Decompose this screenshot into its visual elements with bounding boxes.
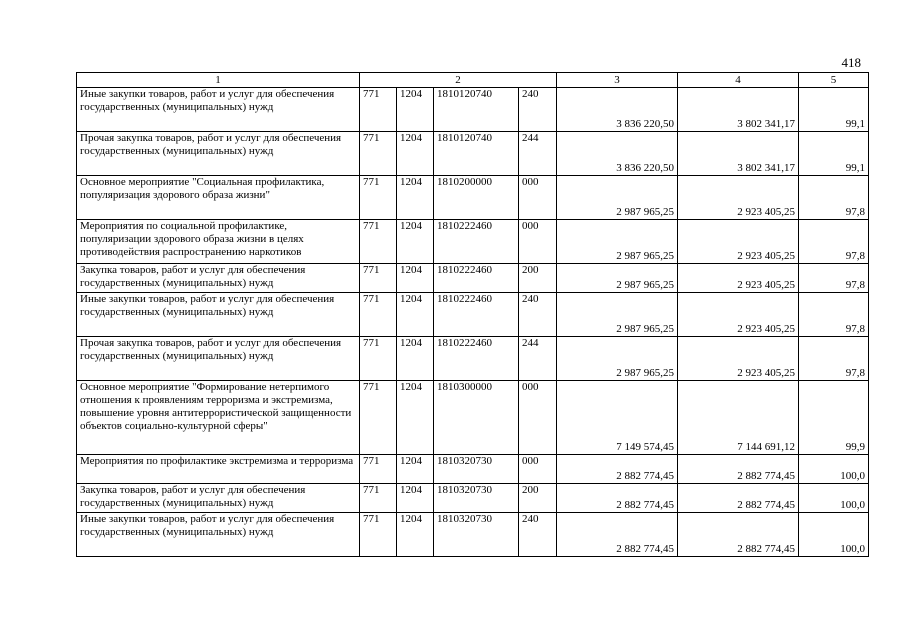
header-col-1: 1 xyxy=(77,73,360,88)
row-percent: 99,1 xyxy=(799,132,869,176)
row-target-code: 1810120740 xyxy=(434,132,519,176)
row-admin-code: 771 xyxy=(360,337,397,381)
row-planned: 2 987 965,25 xyxy=(557,293,678,337)
row-target-code: 1810320730 xyxy=(434,455,519,484)
row-section-code: 1204 xyxy=(397,337,434,381)
row-percent: 97,8 xyxy=(799,337,869,381)
header-col-2: 2 xyxy=(360,73,557,88)
row-admin-code: 771 xyxy=(360,88,397,132)
row-target-code: 1810120740 xyxy=(434,88,519,132)
row-admin-code: 771 xyxy=(360,484,397,513)
row-name: Прочая закупка товаров, работ и услуг для обеспечения государственных (муниципальных) нужд xyxy=(77,337,360,381)
row-actual: 2 923 405,25 xyxy=(678,220,799,264)
row-name: Основное мероприятие "Социальная профилактика, популяризация здорового образа жизни" xyxy=(77,176,360,220)
row-planned: 2 987 965,25 xyxy=(557,220,678,264)
row-section-code: 1204 xyxy=(397,455,434,484)
row-name: Основное мероприятие "Формирование нетерпимого отношения к проявлениям терроризма и экстремизма, повышение уровня антитеррористической защищенности объектов социально-культурной сферы" xyxy=(77,381,360,455)
row-section-code: 1204 xyxy=(397,264,434,293)
row-target-code: 1810222460 xyxy=(434,337,519,381)
row-planned: 2 882 774,45 xyxy=(557,484,678,513)
row-section-code: 1204 xyxy=(397,381,434,455)
row-expense-type: 000 xyxy=(519,220,557,264)
row-expense-type: 000 xyxy=(519,381,557,455)
row-expense-type: 240 xyxy=(519,513,557,557)
table-row xyxy=(77,176,869,220)
row-percent: 99,1 xyxy=(799,88,869,132)
row-actual: 2 882 774,45 xyxy=(678,455,799,484)
row-name: Иные закупки товаров, работ и услуг для обеспечения государственных (муниципальных) нужд xyxy=(77,88,360,132)
row-name: Прочая закупка товаров, работ и услуг для обеспечения государственных (муниципальных) нужд xyxy=(77,132,360,176)
row-planned: 3 836 220,50 xyxy=(557,88,678,132)
row-target-code: 1810222460 xyxy=(434,293,519,337)
table-header-row xyxy=(77,73,869,88)
header-col-3: 3 xyxy=(557,73,678,88)
row-planned: 2 882 774,45 xyxy=(557,455,678,484)
table-row xyxy=(77,132,869,176)
row-actual: 2 923 405,25 xyxy=(678,264,799,293)
row-expense-type: 240 xyxy=(519,293,557,337)
row-actual: 2 923 405,25 xyxy=(678,293,799,337)
row-section-code: 1204 xyxy=(397,176,434,220)
row-actual: 3 802 341,17 xyxy=(678,88,799,132)
row-section-code: 1204 xyxy=(397,132,434,176)
row-target-code: 1810320730 xyxy=(434,513,519,557)
row-target-code: 1810200000 xyxy=(434,176,519,220)
row-section-code: 1204 xyxy=(397,220,434,264)
row-admin-code: 771 xyxy=(360,264,397,293)
row-expense-type: 000 xyxy=(519,176,557,220)
row-expense-type: 200 xyxy=(519,264,557,293)
row-target-code: 1810222460 xyxy=(434,220,519,264)
row-name: Иные закупки товаров, работ и услуг для обеспечения государственных (муниципальных) нужд xyxy=(77,513,360,557)
row-percent: 99,9 xyxy=(799,381,869,455)
row-planned: 3 836 220,50 xyxy=(557,132,678,176)
row-section-code: 1204 xyxy=(397,484,434,513)
row-actual: 2 923 405,25 xyxy=(678,337,799,381)
row-actual: 7 144 691,12 xyxy=(678,381,799,455)
row-expense-type: 244 xyxy=(519,337,557,381)
row-percent: 100,0 xyxy=(799,455,869,484)
page-number: 418 xyxy=(841,55,861,70)
row-target-code: 1810320730 xyxy=(434,484,519,513)
row-section-code: 1204 xyxy=(397,88,434,132)
row-admin-code: 771 xyxy=(360,132,397,176)
row-planned: 2 987 965,25 xyxy=(557,337,678,381)
row-actual: 2 882 774,45 xyxy=(678,513,799,557)
row-actual: 3 802 341,17 xyxy=(678,132,799,176)
row-section-code: 1204 xyxy=(397,293,434,337)
table-row xyxy=(77,264,869,293)
row-name: Иные закупки товаров, работ и услуг для обеспечения государственных (муниципальных) нужд xyxy=(77,293,360,337)
table-row xyxy=(77,88,869,132)
row-admin-code: 771 xyxy=(360,455,397,484)
row-percent: 97,8 xyxy=(799,293,869,337)
header-col-4: 4 xyxy=(678,73,799,88)
row-planned: 2 987 965,25 xyxy=(557,176,678,220)
row-expense-type: 240 xyxy=(519,88,557,132)
row-admin-code: 771 xyxy=(360,176,397,220)
table-row xyxy=(77,337,869,381)
row-name: Закупка товаров, работ и услуг для обеспечения государственных (муниципальных) нужд xyxy=(77,264,360,293)
row-admin-code: 771 xyxy=(360,293,397,337)
row-expense-type: 244 xyxy=(519,132,557,176)
header-col-5: 5 xyxy=(799,73,869,88)
table-row xyxy=(77,293,869,337)
budget-table xyxy=(76,72,869,557)
row-admin-code: 771 xyxy=(360,220,397,264)
table-row xyxy=(77,220,869,264)
row-percent: 100,0 xyxy=(799,484,869,513)
row-target-code: 1810222460 xyxy=(434,264,519,293)
row-expense-type: 000 xyxy=(519,455,557,484)
row-name: Мероприятия по профилактике экстремизма и терроризма xyxy=(77,455,360,484)
row-percent: 97,8 xyxy=(799,264,869,293)
table-row xyxy=(77,381,869,455)
table-row xyxy=(77,455,869,484)
row-target-code: 1810300000 xyxy=(434,381,519,455)
row-percent: 100,0 xyxy=(799,513,869,557)
row-section-code: 1204 xyxy=(397,513,434,557)
row-actual: 2 882 774,45 xyxy=(678,484,799,513)
row-name: Закупка товаров, работ и услуг для обеспечения государственных (муниципальных) нужд xyxy=(77,484,360,513)
table-row xyxy=(77,513,869,557)
row-expense-type: 200 xyxy=(519,484,557,513)
row-planned: 2 987 965,25 xyxy=(557,264,678,293)
row-actual: 2 923 405,25 xyxy=(678,176,799,220)
row-percent: 97,8 xyxy=(799,176,869,220)
table-row xyxy=(77,484,869,513)
row-planned: 2 882 774,45 xyxy=(557,513,678,557)
row-planned: 7 149 574,45 xyxy=(557,381,678,455)
row-admin-code: 771 xyxy=(360,381,397,455)
row-name: Мероприятия по социальной профилактике, популяризации здорового образа жизни в целях противодействия распространению наркотиков xyxy=(77,220,360,264)
row-percent: 97,8 xyxy=(799,220,869,264)
table-body xyxy=(77,88,869,557)
row-admin-code: 771 xyxy=(360,513,397,557)
